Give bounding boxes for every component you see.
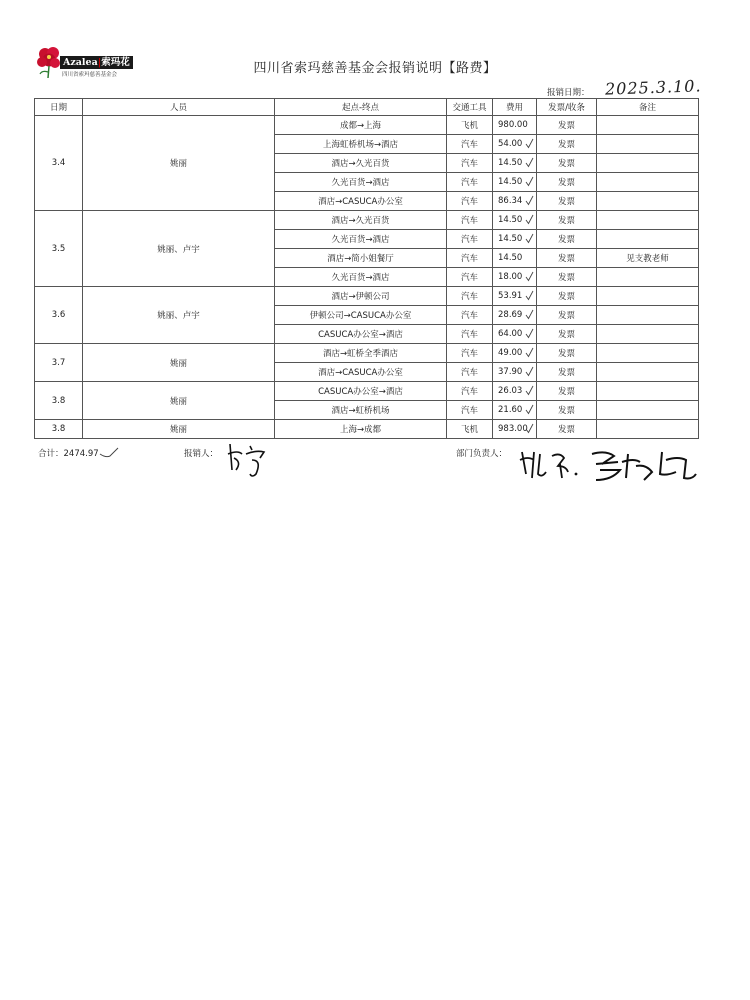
date-cell: 3.6 [35, 287, 83, 344]
fee-cell [493, 382, 537, 401]
check-mark-icon [525, 271, 534, 282]
receipt-cell: 发票 [537, 382, 597, 401]
receipt-cell: 发票 [537, 173, 597, 192]
note-cell [597, 325, 699, 344]
fee-value: 86.34 [498, 196, 523, 206]
check-mark-icon [525, 176, 534, 187]
note-cell [597, 287, 699, 306]
check-mark-icon [525, 214, 534, 225]
header-vehicle: 交通工具 [447, 99, 493, 116]
date-cell: 3.7 [35, 344, 83, 382]
people-cell: 姚丽 [83, 382, 275, 420]
route-cell: 酒店→虹桥全季酒店 [275, 344, 447, 363]
route-cell: 上海→成都 [275, 420, 447, 439]
route-cell: CASUCA办公室→酒店 [275, 325, 447, 344]
receipt-cell: 发票 [537, 401, 597, 420]
table-row [35, 420, 699, 439]
vehicle-cell: 飞机 [447, 116, 493, 135]
receipt-cell: 发票 [537, 211, 597, 230]
fee-cell [493, 306, 537, 325]
check-mark-icon [525, 366, 534, 377]
date-cell: 3.5 [35, 211, 83, 287]
receipt-cell: 发票 [537, 116, 597, 135]
people-cell: 姚丽 [83, 420, 275, 439]
fee-value: 983.00 [498, 424, 528, 434]
check-mark-icon [525, 347, 534, 358]
header-route: 起点-终点 [275, 99, 447, 116]
receipt-cell: 发票 [537, 287, 597, 306]
route-cell: CASUCA办公室→酒店 [275, 382, 447, 401]
route-cell: 酒店→久光百货 [275, 154, 447, 173]
route-cell: 久光百货→酒店 [275, 268, 447, 287]
table-header-row [35, 99, 699, 116]
fee-value: 18.00 [498, 272, 523, 282]
date-cell: 3.8 [35, 382, 83, 420]
receipt-cell: 发票 [537, 325, 597, 344]
note-cell [597, 154, 699, 173]
route-cell: 久光百货→酒店 [275, 230, 447, 249]
fee-value: 14.50 [498, 253, 523, 263]
fee-cell [493, 192, 537, 211]
check-mark-icon [525, 138, 534, 149]
reporter-label: 报销人： [184, 449, 219, 459]
route-cell: 酒店→伊顿公司 [275, 287, 447, 306]
check-mark-icon [525, 233, 534, 244]
table-row [35, 382, 699, 401]
people-cell: 姚丽 [83, 344, 275, 382]
receipt-cell: 发票 [537, 344, 597, 363]
expense-table [34, 98, 699, 439]
vehicle-cell: 汽车 [447, 382, 493, 401]
header-date: 日期 [35, 99, 83, 116]
receipt-cell: 发票 [537, 306, 597, 325]
date-value-handwritten: 2025.3.10. [604, 76, 702, 99]
note-cell [597, 173, 699, 192]
fee-cell [493, 135, 537, 154]
fee-cell [493, 268, 537, 287]
table-row [35, 116, 699, 135]
vehicle-cell: 汽车 [447, 154, 493, 173]
note-cell [597, 306, 699, 325]
document-title: 四川省索玛慈善基金会报销说明【路费】 [253, 61, 497, 76]
route-cell: 酒店→久光百货 [275, 211, 447, 230]
fee-cell [493, 401, 537, 420]
fee-value: 49.00 [498, 348, 523, 358]
fee-value: 14.50 [498, 215, 523, 225]
fee-cell [493, 116, 537, 135]
header-note: 备注 [597, 99, 699, 116]
logo-brand: Azalea|索玛花 [60, 56, 133, 69]
note-cell [597, 344, 699, 363]
fee-value: 14.50 [498, 177, 523, 187]
fee-value: 26.03 [498, 386, 523, 396]
note-cell [597, 420, 699, 439]
table-row [35, 287, 699, 306]
receipt-cell: 发票 [537, 249, 597, 268]
route-cell: 伊顿公司→CASUCA办公室 [275, 306, 447, 325]
date-cell: 3.4 [35, 116, 83, 211]
vehicle-cell: 汽车 [447, 211, 493, 230]
fee-value: 53.91 [498, 291, 523, 301]
route-cell: 成都→上海 [275, 116, 447, 135]
check-mark-icon [525, 385, 534, 396]
dept-head-label: 部门负责人： [456, 449, 508, 459]
vehicle-cell: 汽车 [447, 135, 493, 154]
note-cell [597, 211, 699, 230]
note-cell: 见支教老师 [597, 249, 699, 268]
fee-value: 21.60 [498, 405, 523, 415]
date-cell: 3.8 [35, 420, 83, 439]
note-cell [597, 230, 699, 249]
fee-value: 14.50 [498, 158, 523, 168]
note-cell [597, 135, 699, 154]
note-cell [597, 116, 699, 135]
header-people: 人员 [83, 99, 275, 116]
total-check-mark [98, 446, 120, 460]
note-cell [597, 401, 699, 420]
note-cell [597, 382, 699, 401]
route-cell: 酒店→虹桥机场 [275, 401, 447, 420]
date-label: 报销日期： [547, 88, 590, 98]
total-label: 合计：2474.97 [38, 449, 99, 459]
fee-value: 37.90 [498, 367, 523, 377]
people-cell: 姚丽、卢宇 [83, 287, 275, 344]
vehicle-cell: 飞机 [447, 420, 493, 439]
fee-value: 54.00 [498, 139, 523, 149]
total-value: 2474.97 [63, 449, 99, 459]
receipt-cell: 发票 [537, 363, 597, 382]
route-cell: 久光百货→酒店 [275, 173, 447, 192]
dept-head-signature [516, 444, 701, 488]
fee-cell [493, 154, 537, 173]
table-row [35, 211, 699, 230]
reporter-signature [222, 440, 272, 482]
vehicle-cell: 汽车 [447, 230, 493, 249]
fee-cell [493, 211, 537, 230]
receipt-cell: 发票 [537, 230, 597, 249]
vehicle-cell: 汽车 [447, 173, 493, 192]
fee-value: 980.00 [498, 120, 528, 130]
vehicle-cell: 汽车 [447, 325, 493, 344]
receipt-cell: 发票 [537, 154, 597, 173]
vehicle-cell: 汽车 [447, 287, 493, 306]
fee-cell [493, 344, 537, 363]
people-cell: 姚丽、卢宇 [83, 211, 275, 287]
fee-value: 64.00 [498, 329, 523, 339]
route-cell: 酒店→CASUCA办公室 [275, 363, 447, 382]
fee-cell [493, 420, 537, 439]
fee-cell [493, 325, 537, 344]
vehicle-cell: 汽车 [447, 344, 493, 363]
fee-cell [493, 173, 537, 192]
route-cell: 酒店→CASUCA办公室 [275, 192, 447, 211]
table-row [35, 344, 699, 363]
check-mark-icon [525, 328, 534, 339]
vehicle-cell: 汽车 [447, 306, 493, 325]
check-mark-icon [525, 309, 534, 320]
route-cell: 酒店→简小姐餐厅 [275, 249, 447, 268]
people-cell: 姚丽 [83, 116, 275, 211]
fee-value: 28.69 [498, 310, 523, 320]
header-fee: 费用 [493, 99, 537, 116]
fee-value: 14.50 [498, 234, 523, 244]
receipt-cell: 发票 [537, 192, 597, 211]
check-mark-icon [525, 195, 534, 206]
receipt-cell: 发票 [537, 135, 597, 154]
vehicle-cell: 汽车 [447, 363, 493, 382]
header-receipt: 发票/收条 [537, 99, 597, 116]
note-cell [597, 363, 699, 382]
note-cell [597, 192, 699, 211]
check-mark-icon [525, 290, 534, 301]
check-mark-icon [525, 423, 534, 434]
vehicle-cell: 汽车 [447, 192, 493, 211]
receipt-cell: 发票 [537, 268, 597, 287]
fee-cell [493, 230, 537, 249]
receipt-cell: 发票 [537, 420, 597, 439]
check-mark-icon [525, 404, 534, 415]
fee-cell [493, 249, 537, 268]
vehicle-cell: 汽车 [447, 401, 493, 420]
logo-subtitle: 四川省索玛慈善基金会 [62, 72, 118, 78]
vehicle-cell: 汽车 [447, 249, 493, 268]
check-mark-icon [525, 157, 534, 168]
note-cell [597, 268, 699, 287]
route-cell: 上海虹桥机场→酒店 [275, 135, 447, 154]
fee-cell [493, 287, 537, 306]
vehicle-cell: 汽车 [447, 268, 493, 287]
fee-cell [493, 363, 537, 382]
